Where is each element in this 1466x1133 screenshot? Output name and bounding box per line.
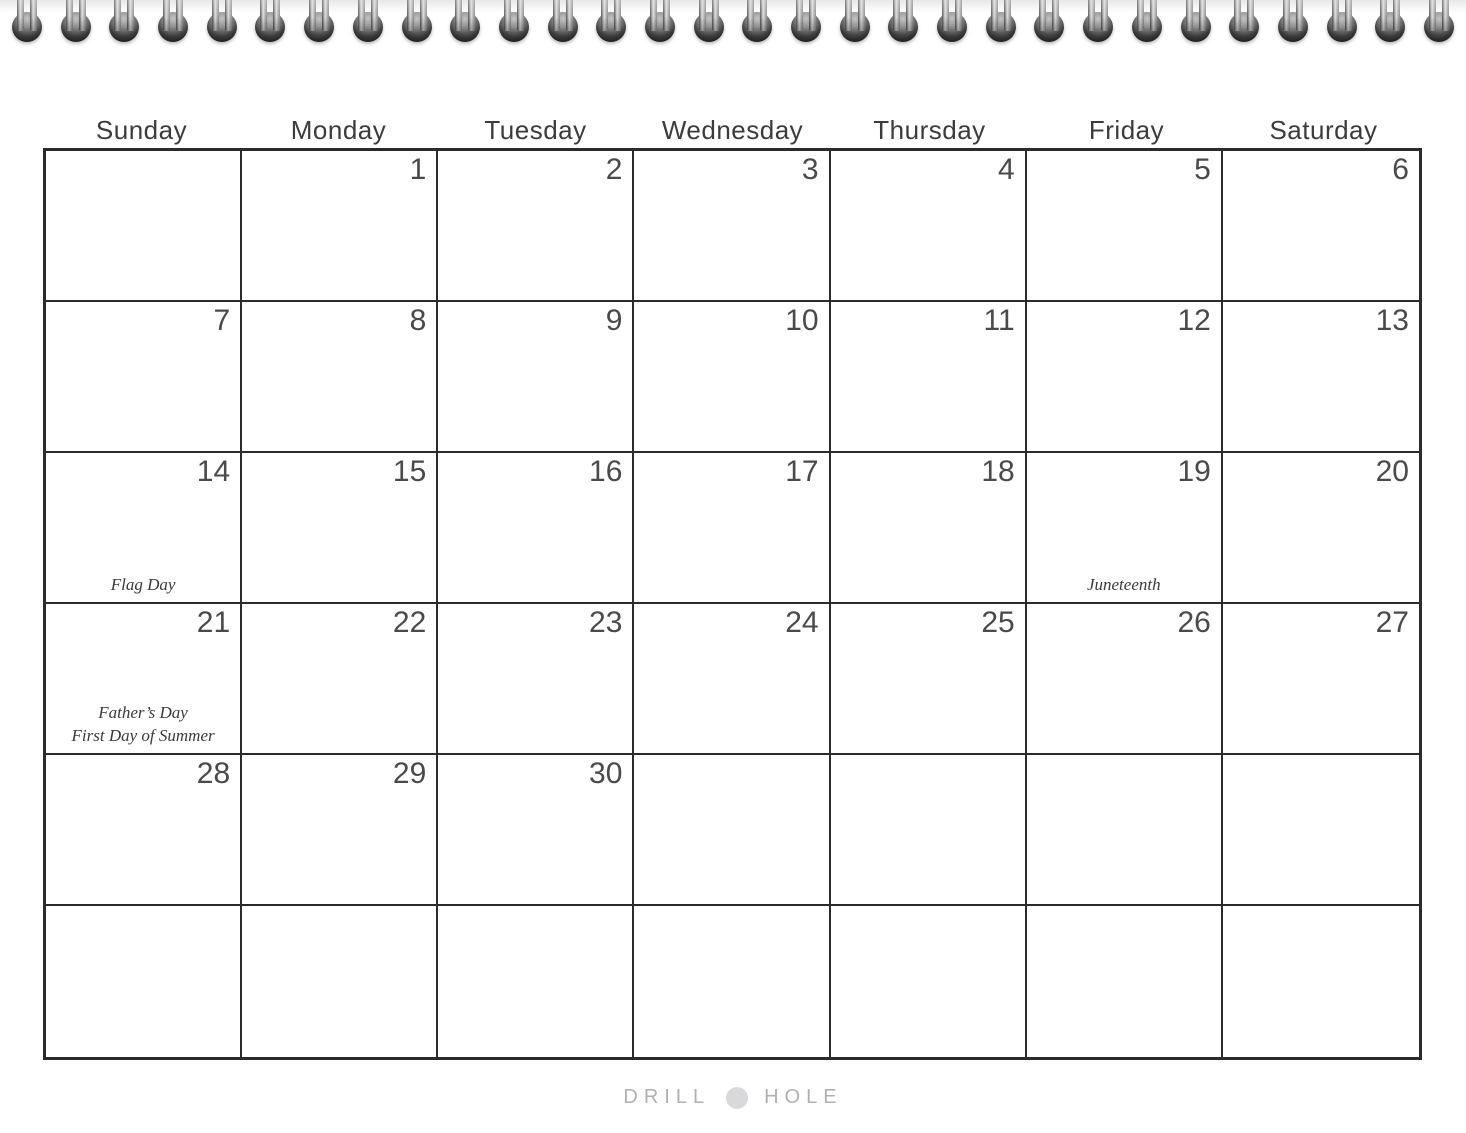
- calendar-cell: [634, 302, 830, 453]
- day-number: 16: [589, 455, 623, 488]
- day-number: 12: [1177, 304, 1211, 337]
- holiday-labels: [46, 702, 240, 747]
- day-number: 22: [392, 606, 427, 639]
- day-number: 7: [213, 304, 231, 337]
- calendar-cell: [438, 302, 634, 453]
- weekday-monday: Monday: [290, 115, 387, 145]
- calendar-cell: [242, 151, 438, 302]
- calendar-cell: [1027, 604, 1223, 755]
- binding-loop-icon: [351, 0, 385, 46]
- weekday-tuesday: Tuesday: [484, 115, 587, 145]
- day-number: 5: [1194, 153, 1211, 186]
- weekday-thursday: Thursday: [873, 115, 986, 145]
- day-number: 13: [1375, 304, 1409, 337]
- weekday-saturday: Saturday: [1269, 115, 1378, 145]
- calendar-cell: [1027, 755, 1223, 906]
- day-number: 27: [1375, 606, 1409, 639]
- day-number: 23: [589, 606, 623, 639]
- binding-loop-icon: [984, 0, 1018, 46]
- calendar-grid: [43, 148, 1422, 1060]
- binding-loop-icon: [1081, 0, 1115, 46]
- weekday-sunday: Sunday: [95, 115, 188, 145]
- calendar-cell: [1223, 906, 1419, 1057]
- calendar-cell: [1223, 755, 1419, 906]
- day-number: 10: [785, 304, 819, 337]
- drill-hole-mark: [0, 1084, 1466, 1112]
- binding-loop-icon: [1276, 0, 1310, 46]
- binding-loop-icon: [789, 0, 823, 46]
- day-number: 15: [392, 455, 427, 488]
- calendar-cell: [831, 755, 1027, 906]
- calendar-cell: [242, 604, 438, 755]
- binding-loop-icon: [1179, 0, 1213, 46]
- day-number: 26: [1177, 606, 1211, 639]
- calendar-cell: [1027, 906, 1223, 1057]
- calendar-cell: [831, 302, 1027, 453]
- day-number: 2: [605, 153, 623, 186]
- day-number: 29: [392, 757, 427, 790]
- binding-loop-icon: [1325, 0, 1359, 46]
- binding-loop-icon: [205, 0, 239, 46]
- day-number: 6: [1392, 153, 1409, 186]
- binding-loop-icon: [253, 0, 287, 46]
- weekday-friday: Friday: [1088, 115, 1165, 145]
- holiday-labels: [46, 574, 240, 596]
- binding-loop-icon: [448, 0, 482, 46]
- day-number: 3: [801, 153, 819, 186]
- calendar-cell: [242, 453, 438, 604]
- hole-label: HOLE: [764, 1085, 843, 1108]
- binding-loop-icon: [156, 0, 190, 46]
- holiday-label: Flag Day: [110, 574, 176, 594]
- binding-loop-icon: [107, 0, 141, 46]
- day-number: 21: [196, 606, 231, 639]
- binding-loop-icon: [1130, 0, 1164, 46]
- binding-loop-icon: [1032, 0, 1066, 46]
- binding-loop-icon: [740, 0, 774, 46]
- weekday-wednesday: Wednesday: [661, 115, 804, 145]
- calendar-cell: [1027, 302, 1223, 453]
- calendar-cell: [438, 755, 634, 906]
- day-number: 4: [998, 153, 1015, 186]
- holiday-label: Father’s Day: [98, 703, 188, 723]
- holiday-label: First Day of Summer: [71, 725, 215, 745]
- binding-loop-icon: [838, 0, 872, 46]
- binding-loop-icon: [692, 0, 726, 46]
- day-number: 14: [196, 455, 231, 488]
- binding-loop-icon: [302, 0, 336, 46]
- day-number: 11: [983, 304, 1015, 337]
- calendar-cell: [438, 453, 634, 604]
- holiday-label: Juneteenth: [1086, 574, 1161, 594]
- day-number: 19: [1177, 455, 1211, 488]
- day-number: 30: [589, 757, 623, 790]
- binding-loop-icon: [935, 0, 969, 46]
- calendar-cell: [1223, 151, 1419, 302]
- calendar-cell: [831, 906, 1027, 1057]
- day-number: 18: [981, 455, 1015, 488]
- calendar-cell: [242, 755, 438, 906]
- spiral-binding: [0, 0, 1466, 46]
- day-number: 28: [196, 757, 231, 790]
- calendar-cell: [46, 906, 242, 1057]
- calendar-cell: [438, 604, 634, 755]
- calendar-cell: [242, 302, 438, 453]
- binding-loop-icon: [886, 0, 920, 46]
- calendar-cell: [438, 906, 634, 1057]
- binding-loop-icon: [1422, 0, 1456, 46]
- calendar-cell: [634, 604, 830, 755]
- calendar-cell: [46, 755, 242, 906]
- day-number: 25: [981, 606, 1015, 639]
- calendar-cell: [831, 453, 1027, 604]
- day-number: 20: [1375, 455, 1409, 488]
- calendar-cell: [1223, 604, 1419, 755]
- holiday-labels: [1027, 574, 1221, 596]
- calendar-cell: [634, 453, 830, 604]
- day-number: 9: [605, 304, 623, 337]
- binding-loop-icon: [497, 0, 531, 46]
- binding-loop-icon: [594, 0, 628, 46]
- calendar-cell: [1223, 453, 1419, 604]
- calendar-cell: [438, 151, 634, 302]
- day-number: 8: [409, 304, 427, 337]
- binding-loop-icon: [546, 0, 580, 46]
- calendar-cell: [831, 151, 1027, 302]
- binding-loop-icon: [1373, 0, 1407, 46]
- calendar-cell: [634, 151, 830, 302]
- calendar-cell: [242, 906, 438, 1057]
- weekday-header-row: [43, 112, 1422, 146]
- binding-loop-icon: [643, 0, 677, 46]
- calendar-cell: [46, 151, 242, 302]
- calendar-cell: [634, 906, 830, 1057]
- calendar-cell: [1027, 453, 1223, 604]
- day-number: 1: [409, 153, 427, 186]
- calendar-cell: [1223, 302, 1419, 453]
- calendar-cell: [634, 755, 830, 906]
- drill-label: DRILL: [623, 1085, 711, 1108]
- binding-loop-icon: [1227, 0, 1261, 46]
- calendar-cell: [46, 453, 242, 604]
- calendar-cell: [46, 302, 242, 453]
- day-number: 24: [785, 606, 819, 639]
- calendar-cell: [1027, 151, 1223, 302]
- binding-loop-icon: [10, 0, 44, 46]
- binding-loop-icon: [59, 0, 93, 46]
- calendar-cell: [46, 604, 242, 755]
- drill-hole-dot-icon: [726, 1087, 748, 1109]
- day-number: 17: [785, 455, 819, 488]
- binding-loop-icon: [400, 0, 434, 46]
- calendar-cell: [831, 604, 1027, 755]
